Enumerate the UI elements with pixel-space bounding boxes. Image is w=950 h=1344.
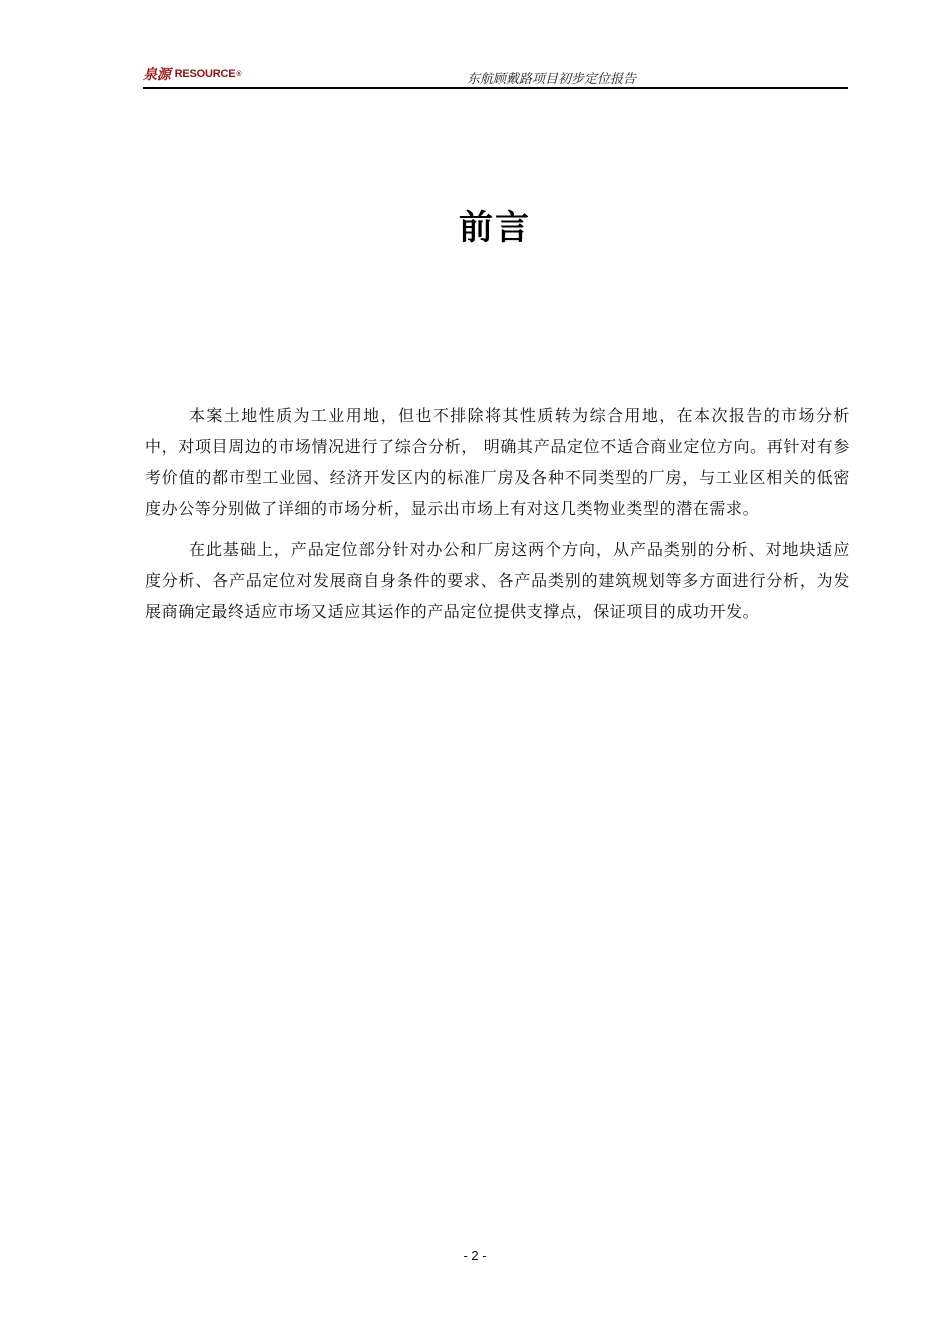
paragraph-2: 在此基础上，产品定位部分针对办公和厂房这两个方向，从产品类别的分析、对地块适应度分析、各产品定位对发展商自身条件的要求、各产品类别的建筑规划等多方面进行分析，为发展商确定最终适应市场又适应其运作的产品定位提供支撑点，保证项目的成功开发。 xyxy=(145,540,850,621)
page-title: 前言 xyxy=(459,208,531,248)
body-content xyxy=(145,400,850,637)
header-divider xyxy=(143,87,848,89)
report-title: 东航顾戴路项目初步定位报告 xyxy=(466,72,636,87)
company-logo xyxy=(143,65,241,83)
page-header xyxy=(143,62,848,89)
page-number: - 2 - xyxy=(463,1248,487,1263)
registered-mark: ® xyxy=(236,70,242,78)
logo-english-text: RESOURCE xyxy=(174,68,236,80)
paragraph-1: 本案土地性质为工业用地，但也不排除将其性质转为综合用地，在本次报告的市场分析中，对项目周边的市场情况进行了综合分析， 明确其产品定位不适合商业定位方向。再针对有参考价值的都市型工业园、经济开发区内的标准厂房及各种不同类型的厂房，与工业区相关的低密度办公等分别做了详细的市场分析，显示出市场上有对这几类物业类型的潜在需求。 xyxy=(145,406,850,518)
logo-chinese-text: 泉源 xyxy=(143,67,171,83)
